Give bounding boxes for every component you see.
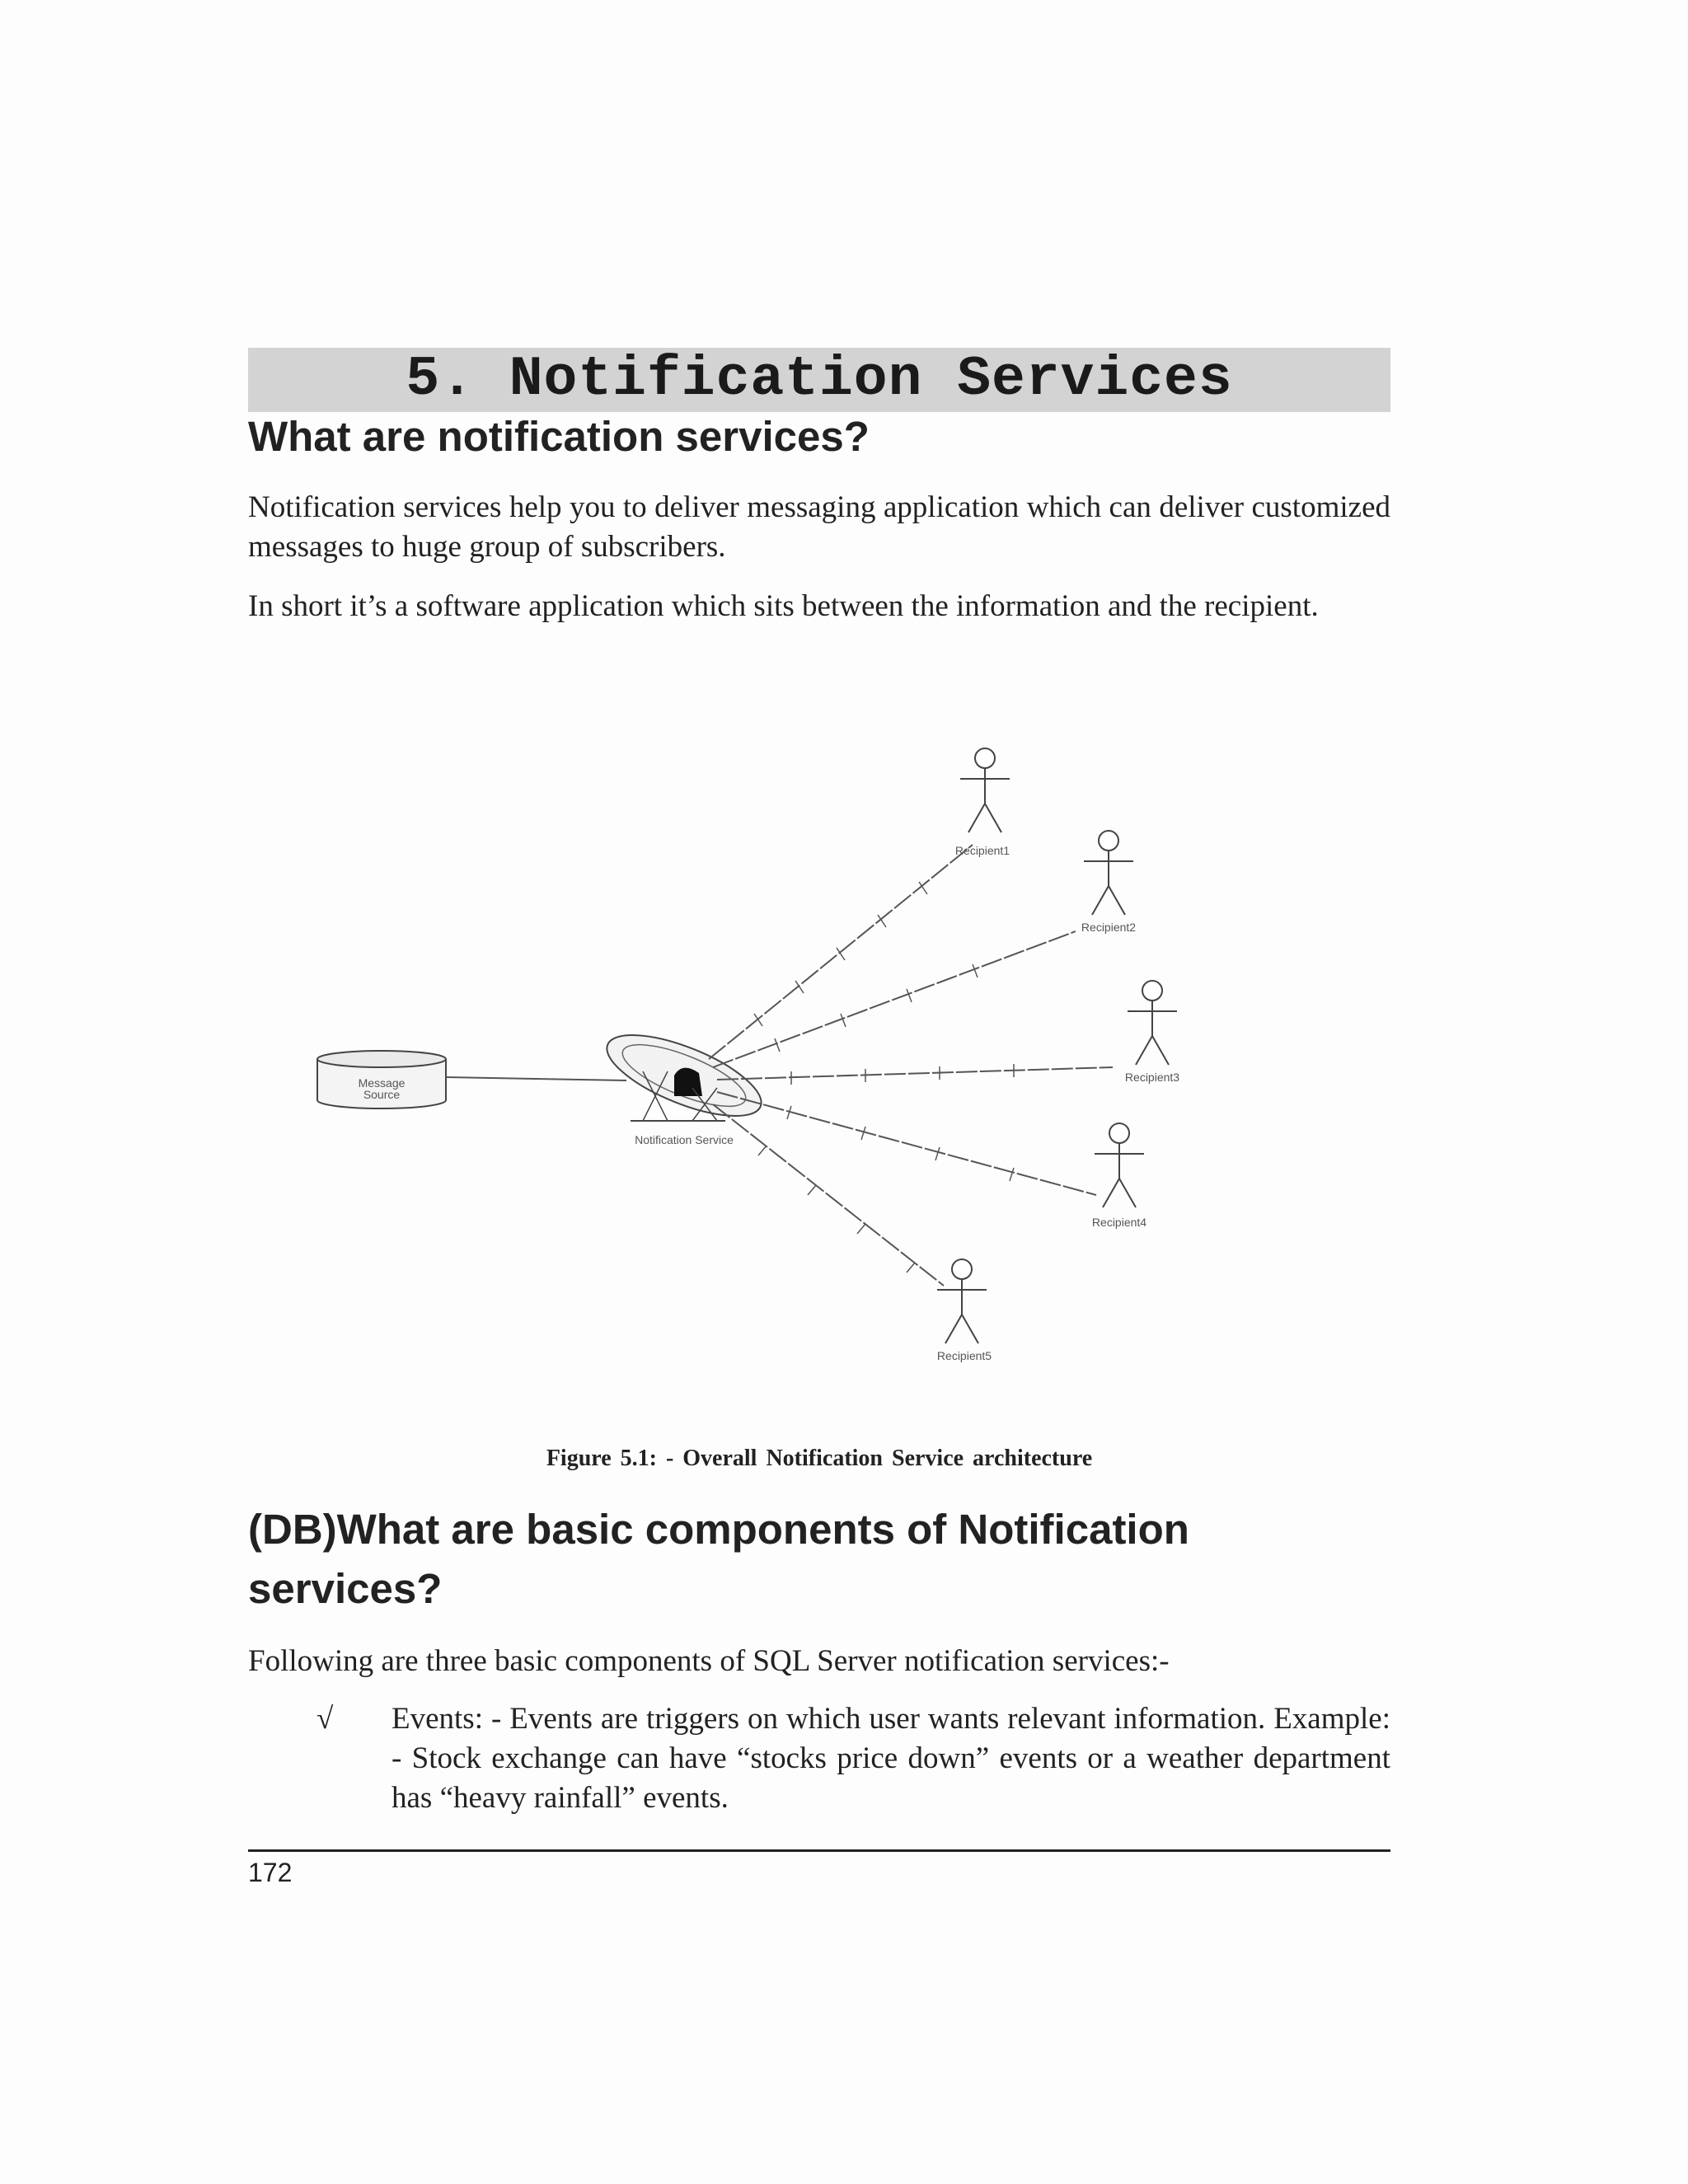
chapter-title: 5. Notification Services (406, 348, 1233, 411)
recipient5-actor-icon (937, 1259, 987, 1343)
recipient4-label: Recipient4 (1091, 1216, 1147, 1229)
recipient3-actor-icon (1128, 981, 1177, 1065)
section-heading-components-line2: services? (248, 1565, 443, 1612)
paragraph-components-intro: Following are three basic components of SQL Server notification services:- (248, 1644, 1170, 1678)
chapter-title-bar (248, 348, 1390, 412)
paragraph-short-definition: In short it’s a software application which sits between the information and the recipient. (248, 589, 1319, 623)
page-number: 172 (248, 1858, 293, 1887)
section-heading-components-line1: (DB)What are basic components of Notification (248, 1506, 1189, 1553)
footer-divider (248, 1849, 1390, 1852)
source-to-service-link (446, 1077, 626, 1080)
section-heading-notification-services: What are notification services? (248, 413, 870, 460)
figure-caption: Figure 5.1: - Overall Notification Service architecture (546, 1446, 1093, 1471)
recipient1-actor-icon (960, 748, 1010, 832)
recipient3-label: Recipient3 (1124, 1071, 1180, 1084)
message-source-label-line2: Source (363, 1088, 401, 1101)
bullet-events: Events: - Events are triggers on which user wants relevant information. Example: - Stock exchange can have “stocks price down” events or a weather department has “heavy rainfall” events. (392, 1702, 1390, 1815)
recipient1-label: Recipient1 (954, 844, 1010, 857)
link-recipient1 (709, 845, 973, 1059)
notification-service-dish-icon (598, 1019, 771, 1132)
link-recipient3 (717, 1067, 1113, 1080)
recipient2-label: Recipient2 (1081, 921, 1137, 934)
message-source-database (317, 1051, 446, 1108)
link-recipient2 (713, 931, 1076, 1067)
recipient4-actor-icon (1095, 1123, 1144, 1207)
recipient2-actor-icon (1084, 831, 1133, 915)
recipient5-label: Recipient5 (936, 1349, 992, 1362)
paragraph-definition: Notification services help you to deliver messaging application which can deliver customized messages to huge group of subscribers. (248, 490, 1390, 564)
checkmark-bullet-icon: √ (316, 1702, 334, 1736)
link-recipient5 (713, 1104, 944, 1286)
link-recipient4 (717, 1092, 1096, 1195)
notification-service-label: Notification Service (635, 1133, 734, 1146)
message-source-label-line1: Message (358, 1076, 406, 1090)
architecture-diagram (280, 643, 1269, 1418)
